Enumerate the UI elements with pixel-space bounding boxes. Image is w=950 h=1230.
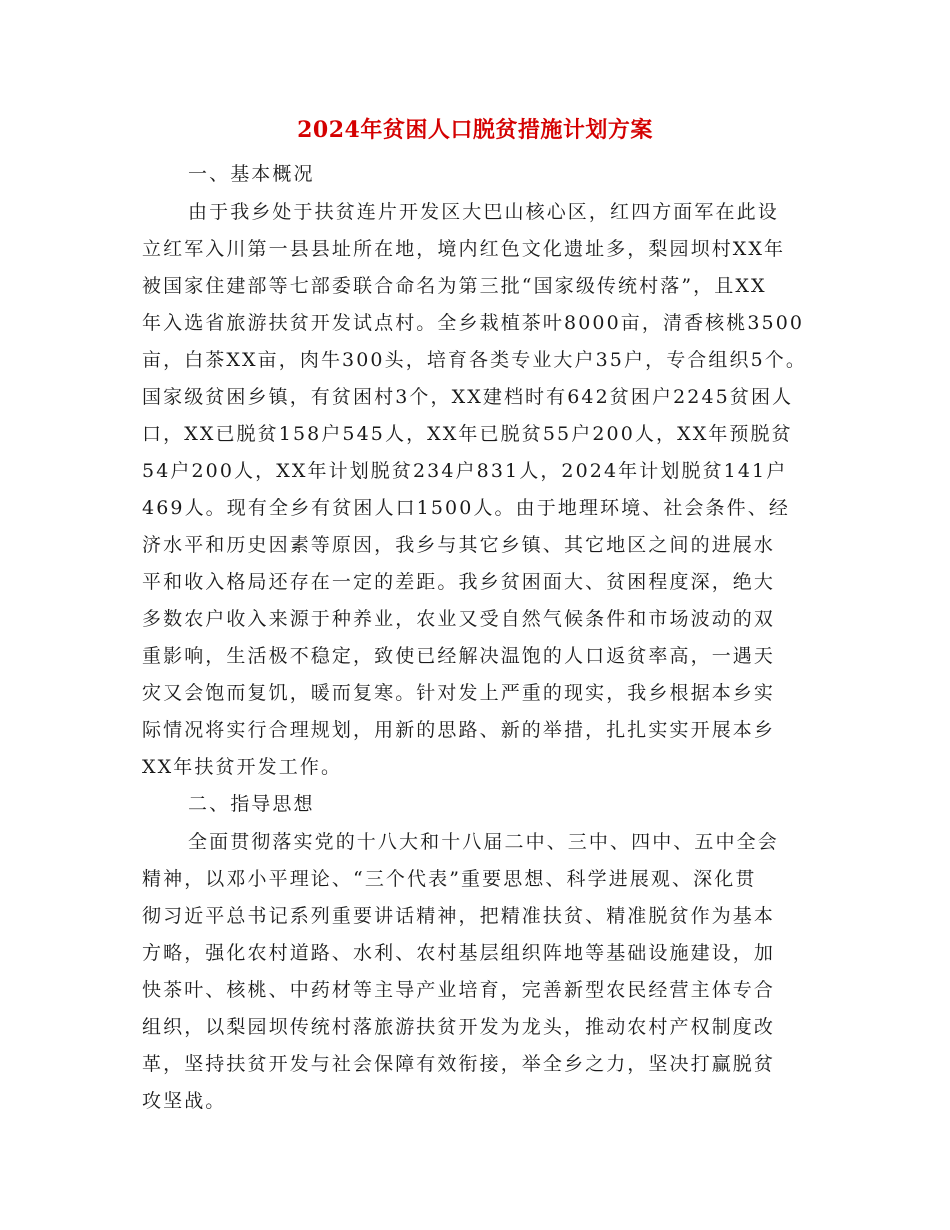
paragraph-line: 精神，以邓小平理论、“三个代表”重要思想、科学进展观、深化贯 — [142, 868, 757, 890]
document-title: 2024年贫困人口脱贫措施计划方案 — [297, 117, 653, 143]
paragraph-line: 彻习近平总书记系列重要讲话精神，把精准扶贫、精准脱贫作为基本 — [142, 905, 776, 927]
paragraph-line: 年入选省旅游扶贫开发试点村。全乡栽植茶叶8000亩，清香核桃3500 — [142, 312, 805, 334]
paragraph-line: 由于我乡处于扶贫连片开发区大巴山核心区，红四方面军在此设 — [188, 201, 779, 223]
paragraph-line: 攻坚战。 — [142, 1090, 227, 1112]
section-heading-basic-overview: 一、基本概况 — [188, 163, 315, 185]
paragraph-line: 快茶叶、核桃、中药材等主导产业培育，完善新型农民经营主体专合 — [142, 979, 776, 1001]
paragraph-line: 立红军入川第一县县址所在地，境内红色文化遗址多，梨园坝村XX年 — [142, 238, 786, 260]
paragraph-line: 际情况将实行合理规划，用新的思路、新的举措，扎扎实实开展本乡 — [142, 719, 776, 741]
paragraph-line: 54户200人，XX年计划脱贫234户831人，2024年计划脱贫141户 — [142, 460, 788, 482]
paragraph-line: 国家级贫困乡镇，有贫困村3个，XX建档时有642贫困户2245贫困人 — [142, 386, 794, 408]
paragraph-line: 灾又会饱而复饥，暖而复寒。针对发上严重的现实，我乡根据本乡实 — [142, 682, 776, 704]
paragraph-line: 全面贯彻落实党的十八大和十八届二中、三中、四中、五中全会 — [188, 831, 779, 853]
section-heading-guiding-ideology: 二、指导思想 — [188, 793, 315, 815]
paragraph-line: 口，XX已脱贫158户545人，XX年已脱贫55户200人，XX年预脱贫 — [142, 423, 793, 445]
paragraph-line: 革，坚持扶贫开发与社会保障有效衔接，举全乡之力，坚决打赢脱贫 — [142, 1053, 776, 1075]
paragraph-line: 方略，强化农村道路、水利、农村基层组织阵地等基础设施建设，加 — [142, 942, 776, 964]
paragraph-line: 被国家住建部等七部委联合命名为第三批“国家级传统村落”，且XX — [142, 275, 767, 297]
paragraph-line: 组织，以梨园坝传统村落旅游扶贫开发为龙头，推动农村产权制度改 — [142, 1016, 776, 1038]
paragraph-line: 亩，白茶XX亩，肉牛300头，培育各类专业大户35户，专合组织5个。 — [142, 349, 807, 371]
paragraph-line: XX年扶贫开发工作。 — [142, 756, 343, 778]
paragraph-line: 469人。现有全乡有贫困人口1500人。由于地理环境、社会条件、经 — [142, 497, 790, 519]
paragraph-line: 多数农户收入来源于种养业，农业又受自然气候条件和市场波动的双 — [142, 608, 776, 630]
paragraph-line: 济水平和历史因素等原因，我乡与其它乡镇、其它地区之间的进展水 — [142, 534, 776, 556]
paragraph-line: 平和收入格局还存在一定的差距。我乡贫困面大、贫困程度深，绝大 — [142, 571, 776, 593]
paragraph-line: 重影响，生活极不稳定，致使已经解决温饱的人口返贫率高，一遇天 — [142, 645, 776, 667]
